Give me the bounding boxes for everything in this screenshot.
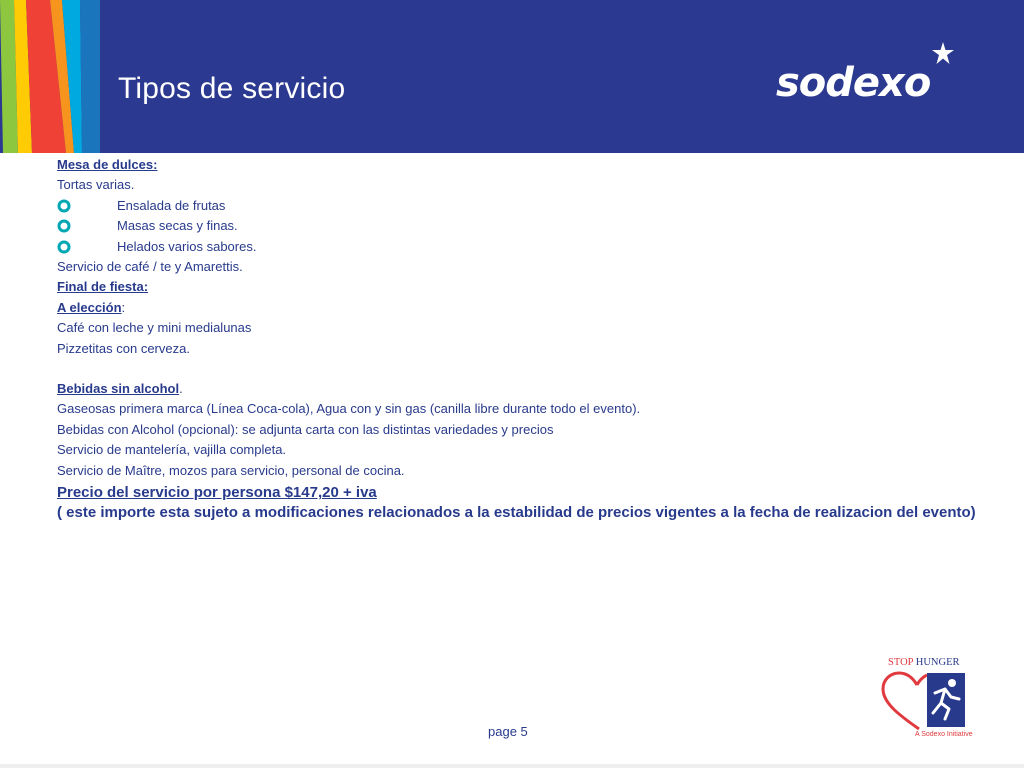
spacer (57, 359, 987, 379)
eleccion-suffix: : (121, 299, 126, 315)
slide-content (57, 155, 987, 521)
stop-word: STOP (888, 657, 914, 668)
eleccion-line (57, 298, 987, 318)
text-manteleria: Servicio de mantelería, vajilla completa. (57, 442, 287, 458)
text-alcohol: Bebidas con Alcohol (opcional): se adjunta carta con las distintas variedades y precios (57, 421, 554, 437)
heart-runner-icon (879, 669, 971, 733)
logo-wordmark: sodexo (776, 60, 931, 106)
color-stripes-decoration (0, 0, 110, 153)
bullet-label: Ensalada de frutas (117, 197, 226, 213)
star-icon (932, 42, 954, 64)
section-heading-bebidas: Bebidas sin alcohol (57, 381, 180, 397)
bullet-label: Helados varios sabores. (117, 238, 257, 254)
price-line: Precio del servicio por persona $147,20 + iva (57, 484, 377, 502)
bullet-item (57, 216, 987, 236)
ring-bullet-icon (57, 219, 71, 233)
bebidas-suffix: . (179, 381, 183, 397)
page-title: Tipos de servicio (118, 72, 346, 105)
ring-bullet-icon (57, 199, 71, 213)
bullet-item (57, 196, 987, 216)
text-gaseosas: Gaseosas primera marca (Línea Coca-cola), Agua con y sin gas (canilla libre durante todo el evento). (57, 401, 641, 417)
text-maitre: Servicio de Maître, mozos para servicio, personal de cocina. (57, 462, 405, 478)
stop-hunger-logo (877, 657, 987, 747)
section-heading-final: Final de fiesta: (57, 279, 149, 295)
text-pizzetitas: Pizzetitas con cerveza. (57, 340, 190, 356)
price-note: ( este importe esta sujeto a modificaciones relacionados a la estabilidad de precios vigentes a la fecha de realizacion del evento) (57, 504, 976, 522)
section-heading-eleccion: A elección (57, 299, 122, 315)
footer-divider (0, 764, 1024, 768)
stop-hunger-title (888, 657, 959, 668)
text-cafe-leche: Café con leche y mini medialunas (57, 320, 252, 336)
bullet-label: Masas secas y finas. (117, 218, 238, 234)
ring-bullet-icon (57, 240, 71, 254)
section-heading-mesa: Mesa de dulces: (57, 157, 158, 172)
bullet-item (57, 237, 987, 257)
page-number: page 5 (488, 724, 528, 739)
bebidas-line (57, 379, 987, 399)
hunger-word: HUNGER (915, 657, 960, 668)
text-cafe-te: Servicio de café / te y Amarettis. (57, 259, 243, 275)
stop-hunger-caption: A Sodexo Initiative (915, 731, 973, 738)
text-tortas: Tortas varias. (57, 177, 135, 193)
header-banner (0, 0, 1024, 153)
